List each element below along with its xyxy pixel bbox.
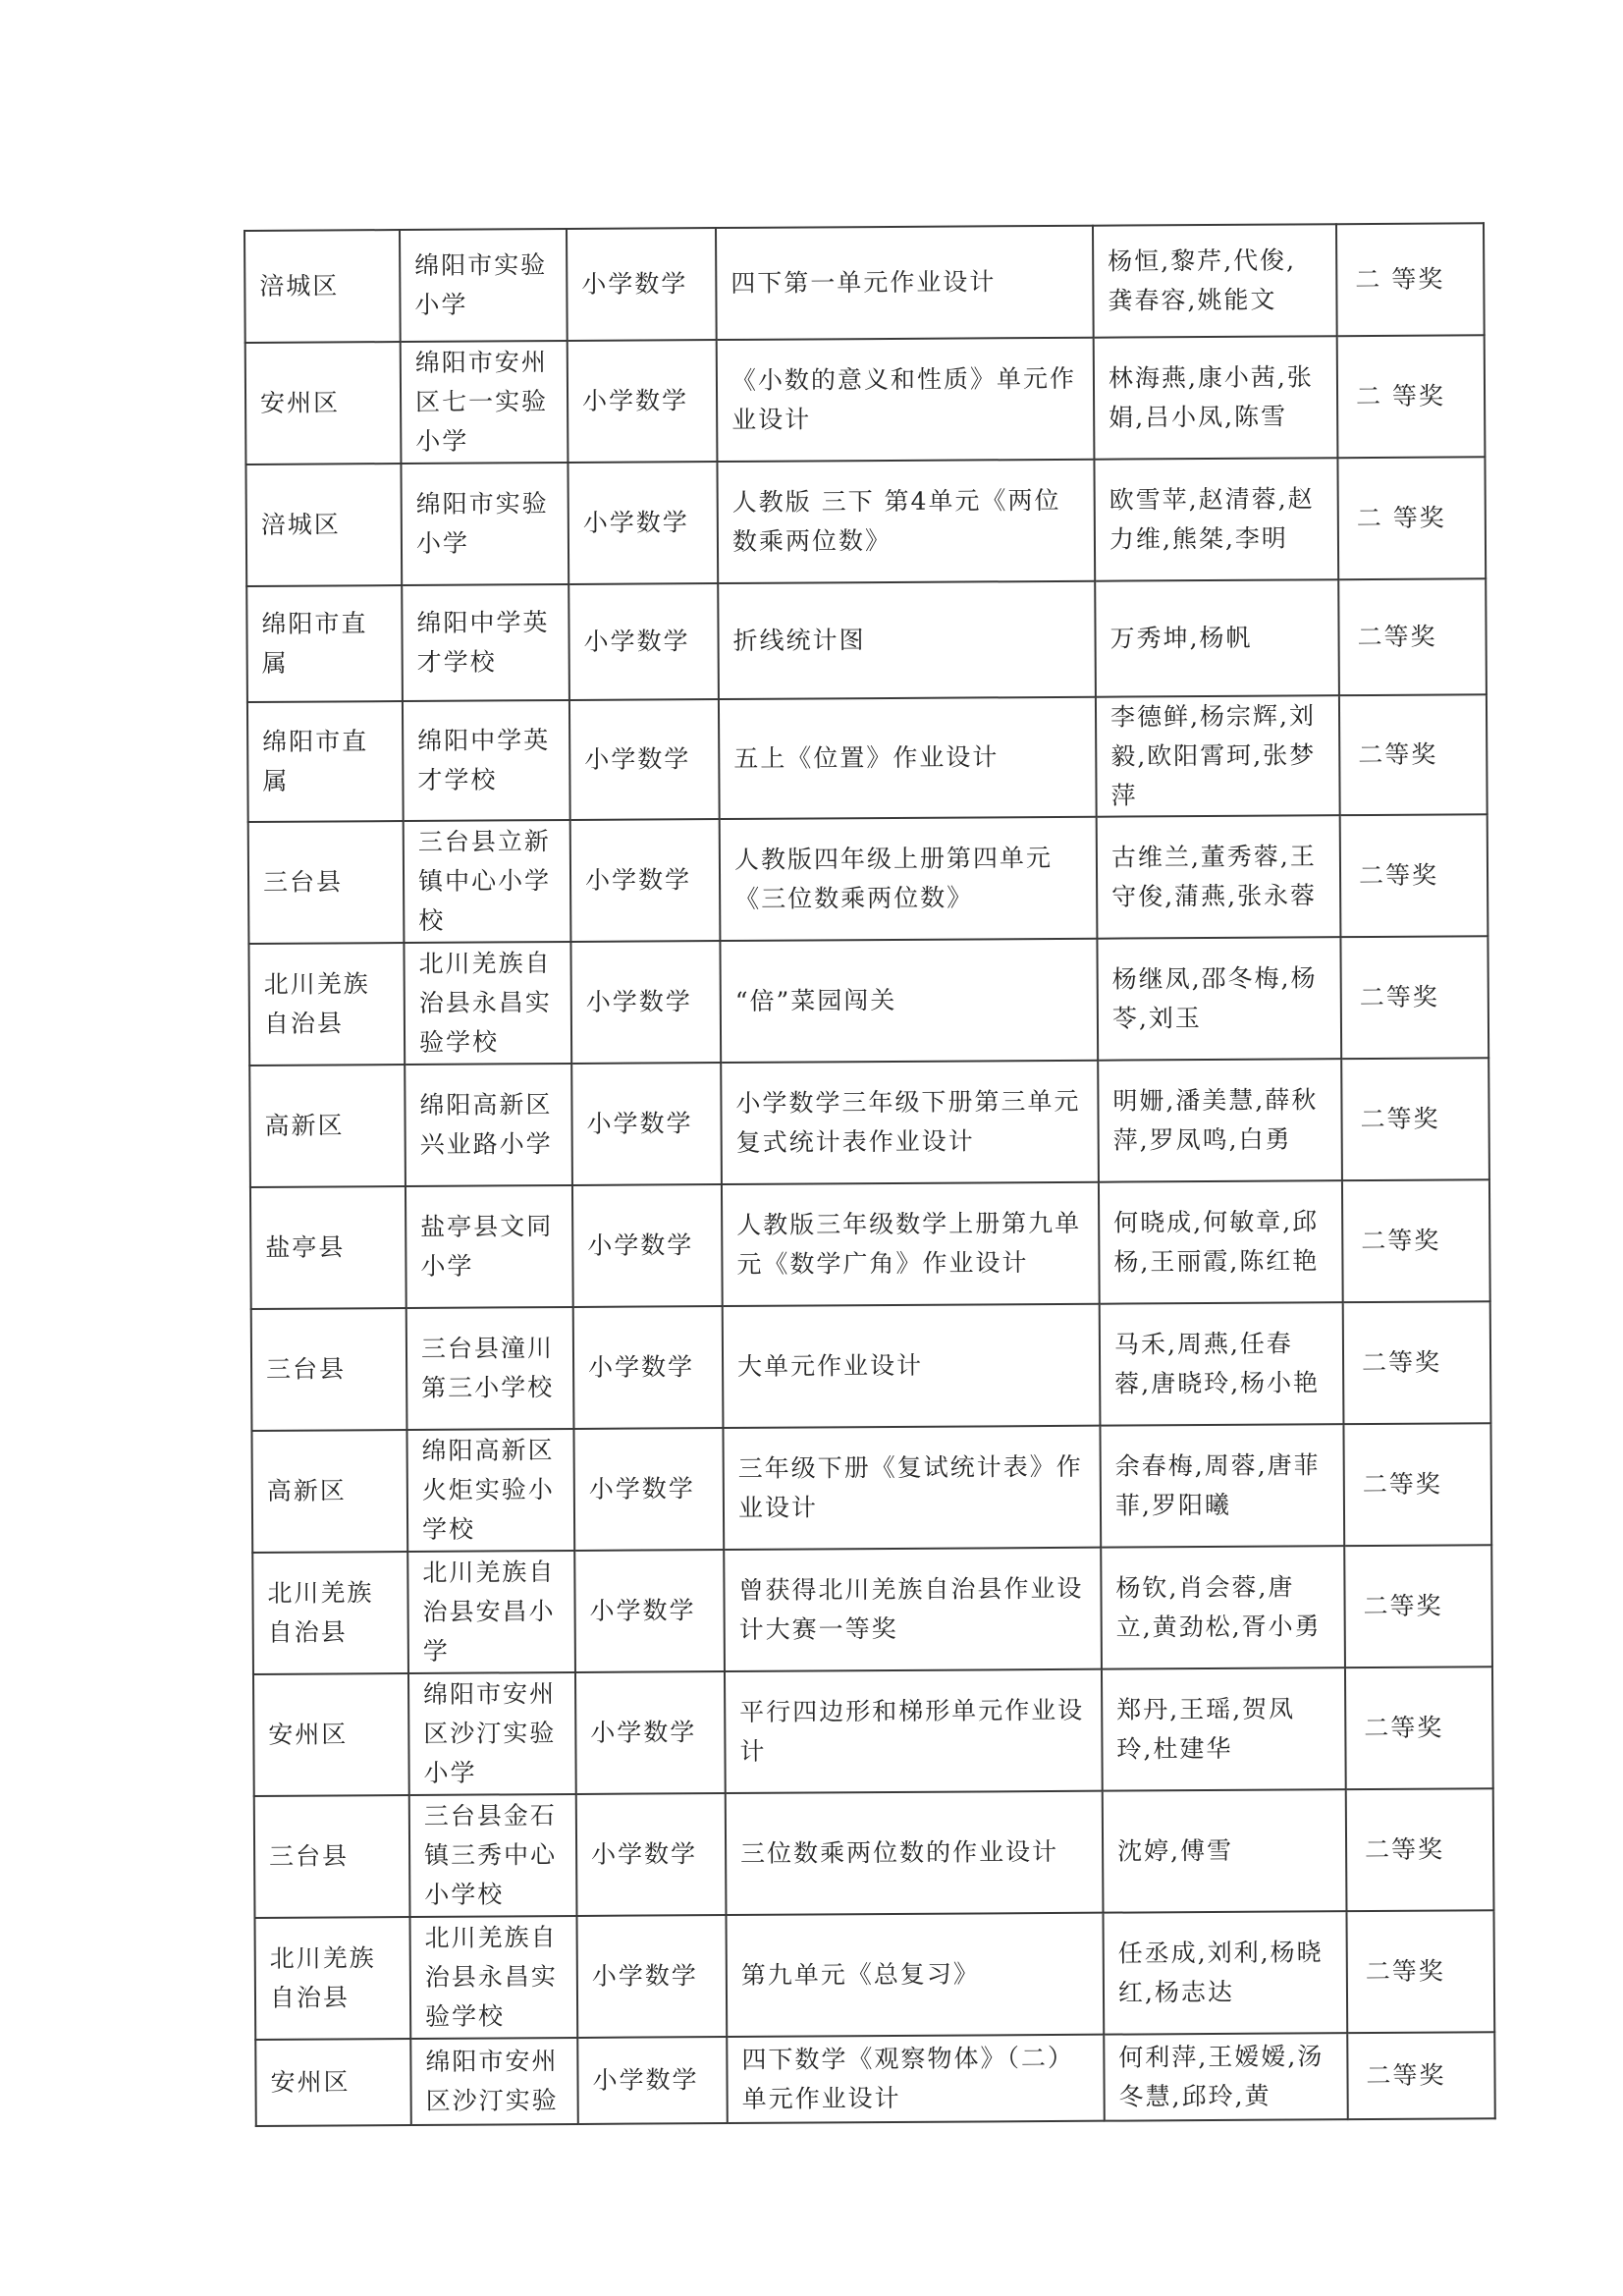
district-cell-text: 安州区 <box>270 2067 351 2097</box>
title-cell-text: 三年级下册《复试统计表》作业设计 <box>737 1451 1083 1522</box>
award-cell-text: 二 等奖 <box>1355 264 1445 295</box>
subject-cell <box>568 583 719 700</box>
award-cell <box>1337 335 1486 458</box>
table-row <box>248 814 1488 944</box>
authors-cell <box>1103 1789 1347 1913</box>
subject-cell-text: 小学数学 <box>582 508 689 537</box>
table-row <box>254 1788 1494 1918</box>
subject-cell-text: 小学数学 <box>585 987 692 1016</box>
table-row <box>251 1423 1491 1553</box>
title-cell <box>719 697 1097 819</box>
table-row <box>253 1667 1493 1796</box>
award-cell <box>1346 1910 1494 2033</box>
authors-cell-text: 李德鲜,杨宗辉,刘毅,欧阳霄珂,张梦萍 <box>1109 701 1317 810</box>
school-cell-text: 绵阳市安州区沙汀实验 <box>425 2047 559 2115</box>
school-cell <box>404 942 571 1065</box>
district-cell-text: 北川羌族自治县 <box>269 1943 376 2012</box>
authors-cell <box>1094 336 1338 460</box>
title-cell-text: 《小数的意义和性质》单元作业设计 <box>730 363 1077 434</box>
award-cell <box>1345 1667 1493 1789</box>
school-cell <box>403 700 570 821</box>
school-cell-text: 三台县金石镇三秀中心小学校 <box>423 1801 558 1909</box>
authors-cell-text: 何晓成,何敏章,邱杨,王丽霞,陈红艳 <box>1113 1207 1320 1277</box>
authors-cell-text: 郑丹,王瑶,贺凤玲,杜建华 <box>1116 1694 1296 1764</box>
title-cell-text: 人教版三年级数学上册第九单元《数学广角》作业设计 <box>736 1208 1082 1279</box>
title-cell <box>721 1061 1099 1184</box>
table-row <box>249 1058 1489 1187</box>
title-cell-text: 五上《位置》作业设计 <box>733 742 1000 773</box>
school-cell <box>409 1916 577 2039</box>
district-cell <box>251 1308 407 1431</box>
district-cell <box>250 1186 406 1309</box>
title-cell <box>726 1791 1104 1915</box>
award-cell <box>1336 223 1485 336</box>
subject-cell <box>570 941 721 1064</box>
subject-cell-text: 小学数学 <box>586 1109 693 1138</box>
award-cell <box>1340 936 1488 1059</box>
award-cell-text: 二 等奖 <box>1355 381 1446 411</box>
subject-cell-text: 小学数学 <box>581 269 688 299</box>
subject-cell <box>573 1306 724 1429</box>
school-cell-text: 绵阳市安州区七一实验小学 <box>414 348 549 456</box>
district-cell <box>255 2039 411 2126</box>
subject-cell <box>570 819 721 942</box>
authors-cell-text: 任丞成,刘利,杨晓红,杨志达 <box>1117 1938 1324 2007</box>
table-row <box>255 2032 1495 2126</box>
school-cell-text: 绵阳高新区火炬实验小学校 <box>421 1436 555 1544</box>
subject-cell <box>574 1550 725 1672</box>
subject-cell-text: 小学数学 <box>581 386 689 415</box>
district-cell <box>254 1795 410 1918</box>
subject-cell <box>577 2037 728 2124</box>
school-cell <box>410 2038 578 2125</box>
authors-cell <box>1098 1059 1342 1182</box>
title-cell <box>717 338 1095 462</box>
authors-cell-text: 万秀坤,杨帆 <box>1109 623 1253 653</box>
school-cell-text: 三台县潼川第三小学校 <box>420 1334 555 1402</box>
title-cell <box>722 1182 1100 1306</box>
title-cell-text: 大单元作业设计 <box>736 1350 924 1381</box>
award-cell-text: 二等奖 <box>1361 1347 1442 1378</box>
school-cell-text: 绵阳高新区兴业路小学 <box>419 1090 553 1159</box>
subject-cell <box>568 340 718 463</box>
district-cell <box>252 1552 408 1674</box>
school-cell <box>406 1429 574 1552</box>
school-cell <box>400 229 568 342</box>
authors-cell <box>1099 1180 1343 1304</box>
authors-cell <box>1100 1424 1344 1548</box>
award-cell-text: 二 等奖 <box>1356 503 1446 533</box>
authors-cell <box>1097 815 1341 939</box>
school-cell <box>408 1672 576 1795</box>
district-cell-text: 三台县 <box>262 867 344 897</box>
title-cell-text: 平行四边形和梯形单元作业设计 <box>739 1695 1085 1766</box>
table-row <box>248 936 1488 1066</box>
subject-cell-text: 小学数学 <box>592 2065 699 2095</box>
title-cell <box>724 1548 1102 1671</box>
school-cell-text: 北川羌族自治县永昌实验学校 <box>424 1923 558 2031</box>
district-cell <box>245 342 402 465</box>
authors-cell-text: 林海燕,康小茜,张娟,吕小凤,陈雪 <box>1108 362 1314 432</box>
school-cell <box>405 1064 572 1186</box>
authors-cell-text: 杨钦,肖会蓉,唐立,黄劲松,胥小勇 <box>1115 1572 1322 1642</box>
school-cell <box>406 1307 574 1430</box>
subject-cell-text: 小学数学 <box>590 1718 697 1747</box>
table-row <box>245 457 1486 586</box>
authors-cell-text: 古维兰,董秀蓉,王守俊,蒲燕,张永蓉 <box>1110 842 1318 911</box>
school-cell-text: 绵阳市安州区沙汀实验小学 <box>423 1679 557 1787</box>
subject-cell-text: 小学数学 <box>589 1596 696 1625</box>
title-cell <box>725 1669 1103 1793</box>
authors-cell <box>1101 1546 1345 1669</box>
title-cell <box>720 939 1098 1063</box>
award-cell-text: 二等奖 <box>1365 1956 1445 1987</box>
title-cell <box>717 460 1095 583</box>
subject-cell-text: 小学数学 <box>591 1839 698 1869</box>
district-cell-text: 三台县 <box>269 1841 350 1871</box>
subject-cell <box>568 462 718 584</box>
award-cell-text: 二等奖 <box>1366 2060 1446 2091</box>
subject-cell-text: 小学数学 <box>587 1352 695 1382</box>
district-cell <box>249 1065 406 1187</box>
district-cell <box>246 585 403 702</box>
subject-cell-text: 小学数学 <box>588 1474 695 1503</box>
school-cell-text: 绵阳中学英才学校 <box>416 608 550 677</box>
title-cell <box>716 226 1094 340</box>
subject-cell-text: 小学数学 <box>584 744 691 774</box>
title-cell-text: 第九单元《总复习》 <box>740 1959 980 1990</box>
district-cell-text: 绵阳市直属 <box>261 609 368 678</box>
authors-cell-text: 沈婷,傅雪 <box>1117 1835 1234 1866</box>
subject-cell <box>571 1063 722 1185</box>
table-row <box>246 578 1487 702</box>
subject-cell-text: 小学数学 <box>584 865 692 895</box>
district-cell <box>251 1430 407 1553</box>
school-cell-text: 绵阳市实验小学 <box>415 489 549 558</box>
award-table <box>243 222 1496 2127</box>
subject-cell <box>572 1184 723 1307</box>
district-cell-text: 北川羌族自治县 <box>263 969 370 1038</box>
title-cell <box>726 1913 1104 2037</box>
district-cell-text: 涪城区 <box>260 510 341 539</box>
school-cell <box>401 463 568 585</box>
award-cell <box>1339 694 1488 815</box>
authors-cell <box>1096 695 1340 817</box>
table-row <box>251 1301 1491 1431</box>
title-cell-text: 曾获得北川羌族自治县作业设计大赛一等奖 <box>738 1573 1084 1644</box>
district-cell-text: 北川羌族自治县 <box>267 1578 374 1647</box>
authors-cell-text: 何利萍,王嫒嫒,汤冬慧,邱玲,黄 <box>1118 2042 1325 2111</box>
district-cell <box>255 1917 411 2040</box>
district-cell <box>248 821 405 944</box>
title-cell-text: “倍”菜园闯关 <box>734 985 897 1015</box>
table-row <box>244 223 1485 343</box>
award-cell <box>1342 1179 1490 1302</box>
authors-cell <box>1100 1302 1344 1426</box>
award-cell <box>1341 1058 1489 1180</box>
award-cell-text: 二等奖 <box>1359 982 1439 1012</box>
district-cell-text: 高新区 <box>264 1111 345 1140</box>
district-cell-text: 安州区 <box>268 1720 349 1749</box>
district-cell <box>244 230 401 343</box>
award-cell <box>1346 1788 1494 1911</box>
table-row <box>250 1179 1490 1309</box>
award-cell-text: 二等奖 <box>1362 1469 1442 1500</box>
award-cell <box>1337 457 1486 579</box>
award-cell <box>1340 814 1488 937</box>
school-cell-text: 三台县立新镇中心小学校 <box>417 827 552 935</box>
award-cell <box>1338 578 1487 695</box>
authors-cell <box>1093 224 1337 338</box>
district-cell-text: 三台县 <box>266 1354 347 1384</box>
title-cell-text: 折线统计图 <box>732 626 866 655</box>
award-cell-text: 二等奖 <box>1357 622 1437 652</box>
authors-cell-text: 明姗,潘美慧,薛秋萍,罗凤鸣,白勇 <box>1112 1085 1319 1155</box>
authors-cell-text: 杨继凤,邵冬梅,杨苓,刘玉 <box>1111 963 1318 1033</box>
school-cell <box>401 341 568 464</box>
title-cell-text: 小学数学三年级下册第三单元复式统计表作业设计 <box>735 1086 1081 1157</box>
school-cell-text: 盐亭县文同小学 <box>420 1212 554 1281</box>
title-cell-text: 四下数学《观察物体》（二）单元作业设计 <box>741 2043 1074 2113</box>
title-cell <box>718 581 1096 699</box>
title-cell <box>727 2035 1105 2123</box>
district-cell <box>248 943 405 1066</box>
subject-cell <box>576 1915 727 2038</box>
school-cell-text: 北川羌族自治县永昌实验学校 <box>418 949 552 1057</box>
district-cell <box>247 701 404 822</box>
award-cell-text: 二等奖 <box>1364 1713 1444 1743</box>
district-cell-text: 安州区 <box>259 388 341 417</box>
authors-cell-text: 杨恒,黎芹,代俊,龚春容,姚能文 <box>1108 246 1297 315</box>
school-cell-text: 绵阳中学英才学校 <box>417 726 551 794</box>
district-cell <box>245 464 402 586</box>
award-cell-text: 二等奖 <box>1358 739 1438 770</box>
authors-cell-text: 余春梅,周蓉,唐菲菲,罗阳曦 <box>1114 1450 1321 1520</box>
school-cell-text: 绵阳市实验小学 <box>414 250 548 319</box>
table-row <box>247 694 1488 822</box>
authors-cell <box>1103 1911 1347 2035</box>
title-cell-text: 四下第一单元作业设计 <box>730 267 997 298</box>
school-cell <box>404 820 571 943</box>
table-row <box>255 1910 1495 2040</box>
award-table-body <box>244 223 1495 2126</box>
subject-cell <box>576 1793 727 1916</box>
subject-cell-text: 小学数学 <box>587 1230 694 1260</box>
authors-cell <box>1094 458 1338 581</box>
school-cell <box>402 584 569 701</box>
award-cell-text: 二等奖 <box>1361 1226 1441 1256</box>
title-cell-text: 人教版 三下 第4单元《两位数乘两位数》 <box>731 485 1061 556</box>
subject-cell <box>573 1428 724 1551</box>
school-cell <box>407 1551 575 1673</box>
district-cell-text: 绵阳市直属 <box>262 727 369 795</box>
authors-cell <box>1097 937 1341 1061</box>
award-cell-text: 二等奖 <box>1363 1591 1443 1621</box>
award-cell <box>1344 1545 1492 1667</box>
award-cell-text: 二等奖 <box>1358 860 1439 891</box>
authors-cell <box>1095 579 1339 697</box>
table-row <box>252 1545 1492 1674</box>
subject-cell <box>567 228 717 341</box>
subject-cell <box>575 1671 726 1794</box>
authors-cell <box>1102 1667 1346 1791</box>
district-cell-text: 高新区 <box>266 1476 347 1505</box>
authors-cell-text: 马禾,周燕,任春蓉,唐晓玲,杨小艳 <box>1113 1329 1321 1398</box>
award-cell <box>1347 2032 1495 2119</box>
school-cell <box>406 1185 573 1308</box>
subject-cell-text: 小学数学 <box>591 1961 698 1991</box>
title-cell-text: 人教版四年级上册第四单元《三位数乘两位数》 <box>733 843 1054 913</box>
school-cell <box>409 1794 577 1917</box>
school-cell-text: 北川羌族自治县安昌小学 <box>422 1558 556 1666</box>
award-cell <box>1343 1301 1491 1424</box>
award-cell <box>1343 1423 1491 1546</box>
subject-cell-text: 小学数学 <box>583 627 690 656</box>
award-cell-text: 二等奖 <box>1365 1834 1445 1865</box>
district-cell-text: 盐亭县 <box>265 1232 346 1262</box>
title-cell-text: 三位数乘两位数的作业设计 <box>740 1836 1059 1868</box>
title-cell <box>720 817 1098 941</box>
award-cell-text: 二等奖 <box>1360 1104 1440 1134</box>
authors-cell <box>1104 2033 1348 2121</box>
authors-cell-text: 欧雪苹,赵清蓉,赵力维,熊桀,李明 <box>1109 484 1315 554</box>
district-cell-text: 涪城区 <box>259 271 340 301</box>
subject-cell <box>569 699 720 820</box>
district-cell <box>253 1673 409 1796</box>
title-cell <box>723 1426 1101 1550</box>
table-row <box>245 335 1486 465</box>
title-cell <box>723 1304 1101 1428</box>
